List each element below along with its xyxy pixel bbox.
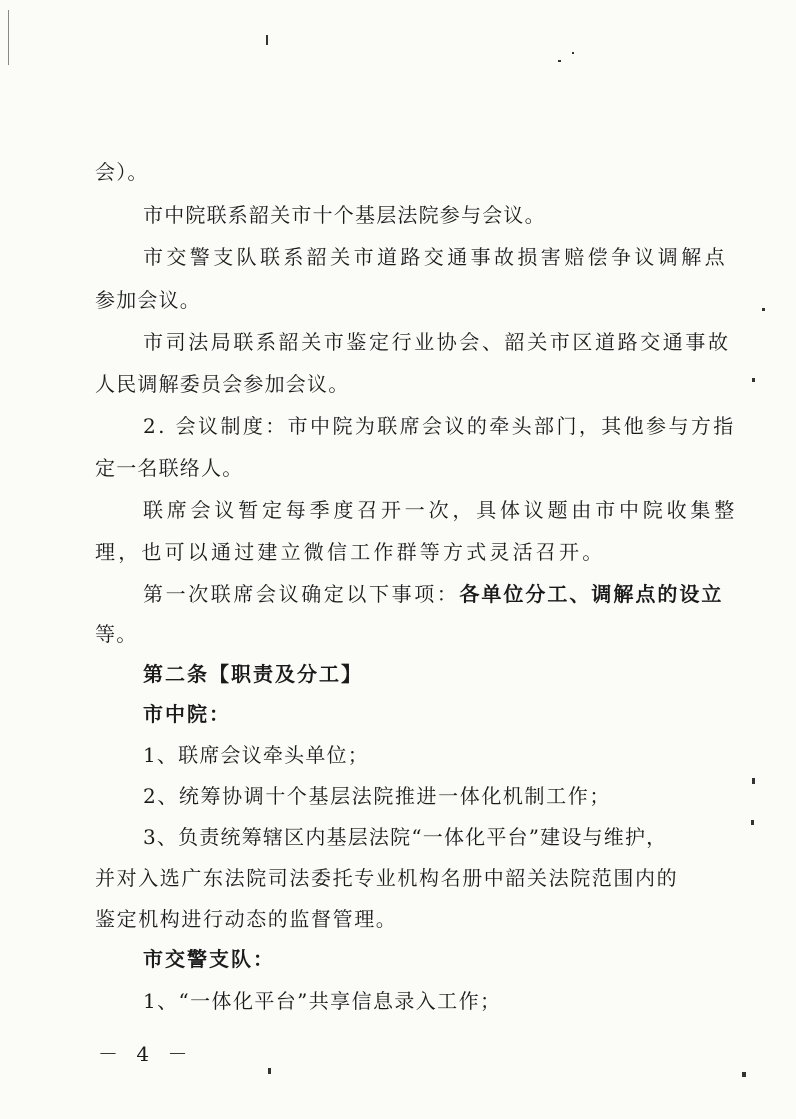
text-line: 市交警支队联系韶关市道路交通事故损害赔偿争议调解点: [143, 245, 728, 269]
text-line: 市中院联系韶关市十个基层法院参与会议。: [143, 203, 546, 227]
text-line: 2. 会议制度：市中院为联席会议的牵头部门，其他参与方指: [143, 414, 736, 438]
scan-artifact: [742, 1072, 746, 1077]
text-span: 第一次联席会议确定以下事项：: [143, 582, 460, 606]
scan-artifact: [572, 52, 574, 54]
subsection-heading: 市中院：: [143, 702, 231, 726]
list-item: 1、“一体化平台”共享信息录入工作；: [143, 989, 502, 1013]
text-line: [143, 582, 723, 606]
scan-artifact: [751, 820, 754, 825]
text-line: 市司法局联系韶关市鉴定行业协会、韶关市区道路交通事故: [143, 330, 731, 354]
text-line: 理，也可以通过建立微信工作群等方式灵活召开。: [95, 540, 606, 564]
list-item: 3、负责统筹辖区内基层法院“一体化平台”建设与维护，: [143, 825, 668, 849]
list-item: 2、统筹协调十个基层法院推进一体化机制工作；: [143, 784, 611, 808]
subsection-heading: 市交警支队：: [143, 947, 275, 971]
page-number: － 4 －: [98, 1042, 194, 1066]
emphasized-text: 各单位分工、调解点的设立: [459, 582, 724, 606]
list-item: 1、联席会议牵头单位；: [143, 743, 369, 767]
text-line: 等。: [95, 622, 138, 646]
text-line: 联席会议暂定每季度召开一次，具体议题由市中院收集整: [143, 498, 738, 522]
scan-artifact: [762, 308, 765, 311]
scan-artifact: [752, 778, 755, 784]
text-line: 并对入选广东法院司法委托专业机构名册中韶关法院范围内的: [95, 866, 679, 890]
text-line: 人民调解委员会参加会议。: [95, 372, 350, 396]
section-heading: 第二条【职责及分工】: [143, 662, 363, 686]
scan-artifact: [752, 378, 755, 382]
text-line: 定一名联络人。: [95, 456, 244, 480]
text-line: 鉴定机构进行动态的监督管理。: [95, 907, 398, 931]
text-line: 参加会议。: [95, 288, 201, 312]
scan-artifact: [558, 60, 561, 62]
text-line: 会）。: [95, 160, 149, 184]
scan-artifact: [8, 10, 9, 65]
scan-artifact: [266, 35, 268, 45]
scan-artifact: [268, 1068, 271, 1074]
